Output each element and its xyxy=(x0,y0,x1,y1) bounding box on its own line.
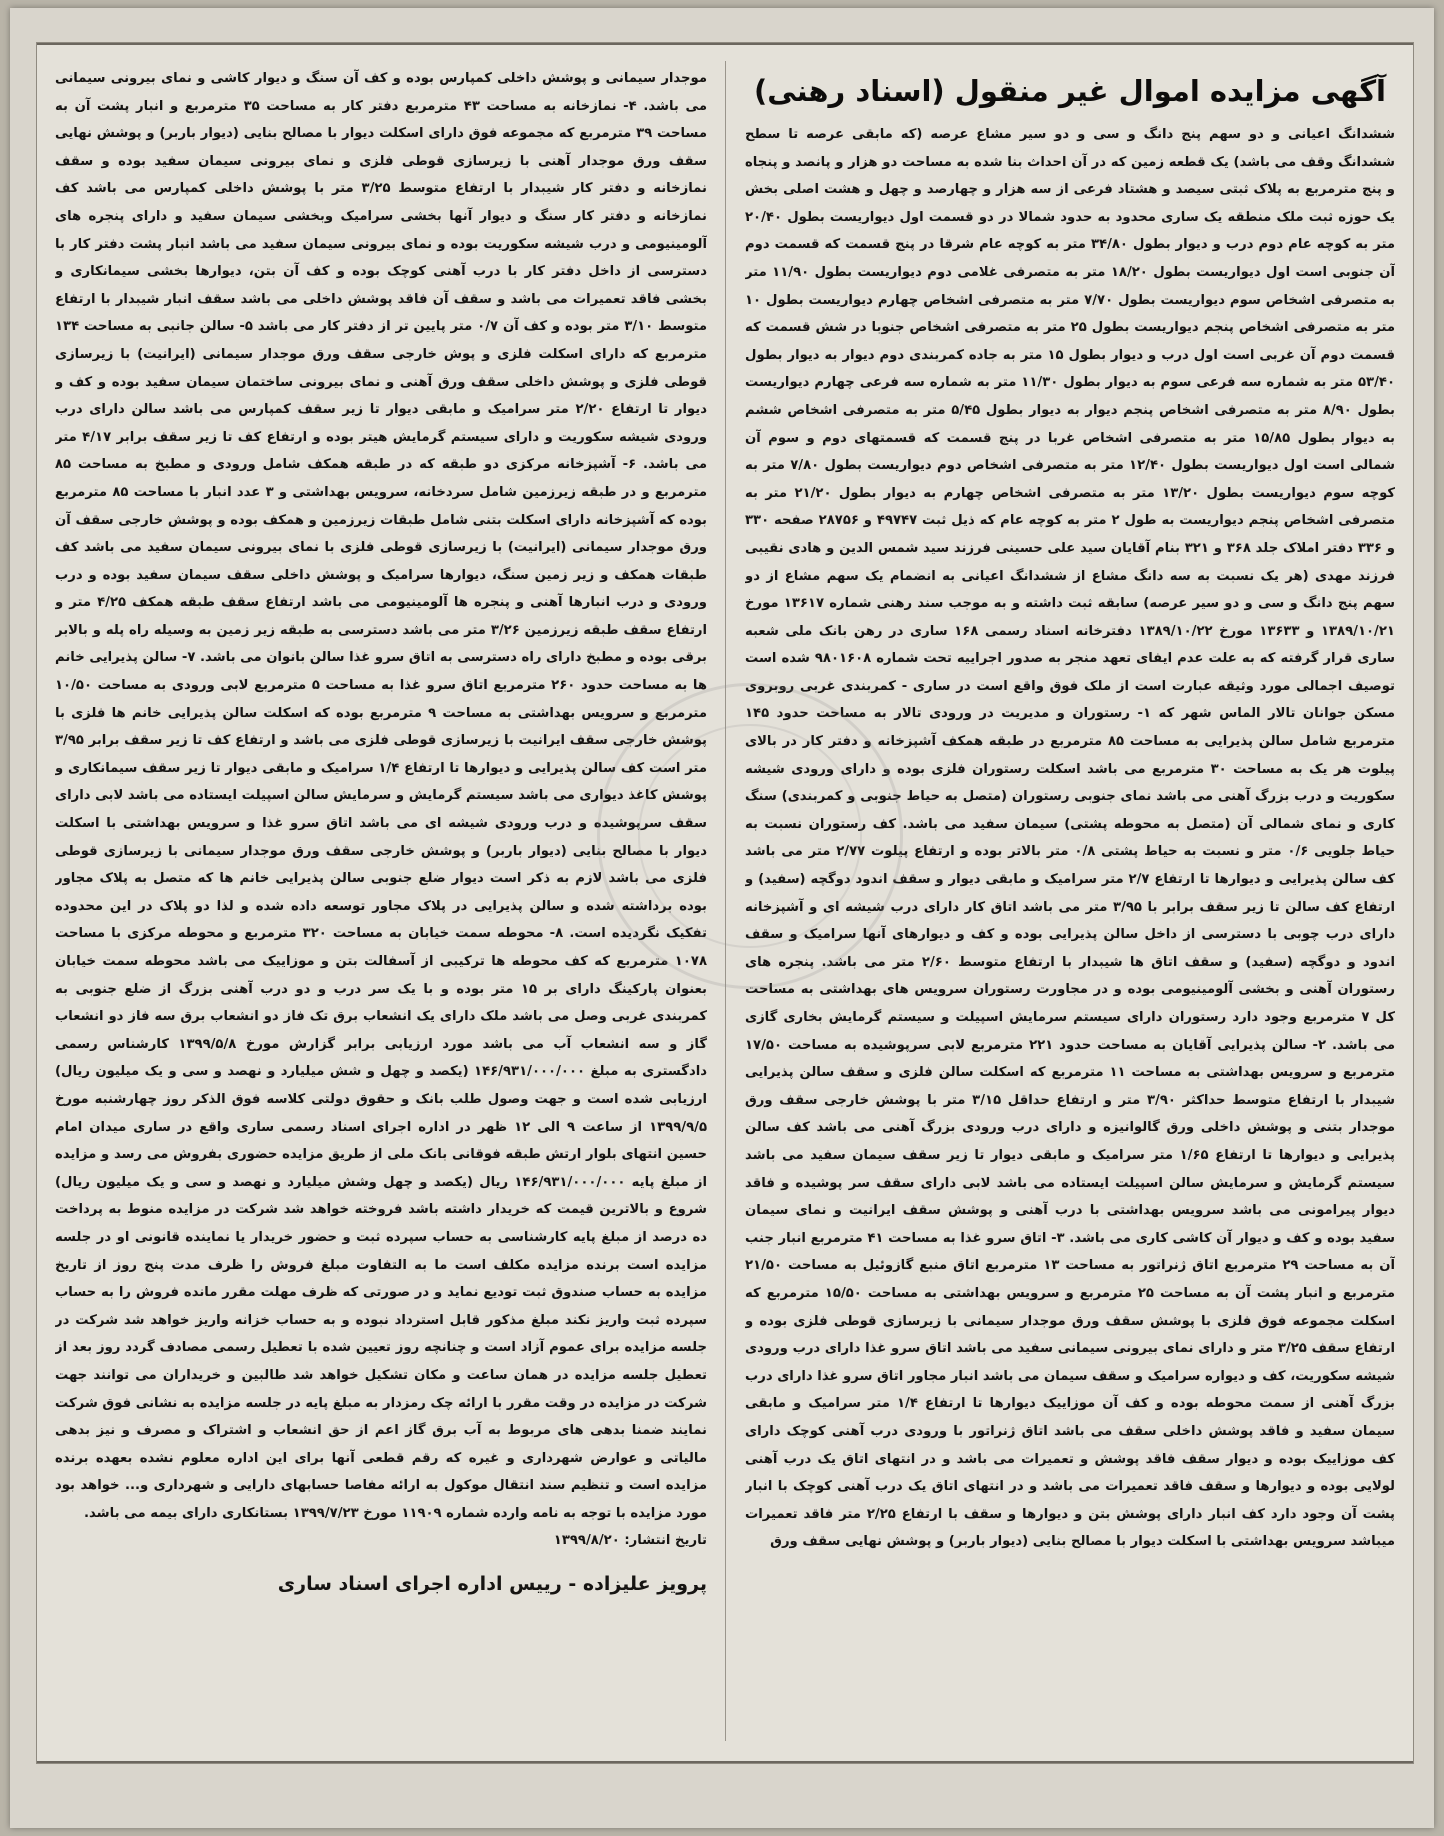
left-column-text xyxy=(55,65,707,1527)
right-column-paragraph: ششدانگ اعیانی و دو سهم پنج دانگ و سی و دو سیر مشاع عرصه (که مابقی عرصه تا سطح ششدانگ وقف می باشد) یک قطعه زمین که در آن احداث بنا شده به مساحت دو هزار و پانصد و پنجاه و پنج مترمربع به پلاک ثبتی سیصد و هشتاد فرعی از سه هزار و چهارصد و چهل و هشت اصلی بخش یک حوزه ثبت ملک منطقه یک ساری محدود به حدود شمالا در دو قسمت اول دیواریست بطول ۲۰/۴۰ متر به کوچه عام دوم درب و دیوار بطول ۳۴/۸۰ متر به کوچه عام شرقا در پنج قسمت که قسمت دوم آن جنوبی است اول دیواریست بطول ۱۸/۲۰ متر به متصرفی غلامی دوم دیواریست بطول ۱۱/۹۰ متر به متصرفی اشخاص سوم دیواریست بطول ۷/۷۰ متر به متصرفی اشخاص چهارم دیواریست بطول ۱۰ متر به متصرفی اشخاص پنجم دیواریست بطول ۲۵ متر به متصرفی اشخاص جنوبا در شش قسمت که قسمت دوم آن غربی است اول درب و دیوار بطول ۱۵ متر به جاده کمربندی دوم دیوار به دیوار بطول ۵۳/۴۰ متر به شماره سه فرعی سوم به دیوار بطول ۱۱/۳۰ متر به شماره سه فرعی چهارم دیواریست بطول ۸/۹۰ متر به متصرفی اشخاص پنجم دیوار به دیوار بطول ۵/۴۵ متر به متصرفی اشخاص ششم به دیوار بطول ۱۵/۸۵ متر به متصرفی اشخاص غربا در پنج قسمت که قسمتهای دوم و سوم آن شمالی است اول دیواریست بطول ۱۲/۴۰ متر به متصرفی اشخاص دوم دیواریست بطول ۷/۸۰ متر به کوچه سوم دیواریست بطول ۱۳/۲۰ متر به متصرفی اشخاص چهارم به دیوار بطول ۲۱/۲۰ متر به متصرفی اشخاص پنجم دیواریست به طول ۲ متر به کوچه عام که ذیل ثبت ۴۹۷۴۷ و ۲۸۷۵۶ صفحه ۳۳۰ و ۳۳۶ دفتر املاک جلد ۳۶۸ و ۳۲۱ بنام آقایان سید علی حسینی فرزند سید شمس الدین و هادی نقیبی فرزند مهدی (هر یک نسبت به سه دانگ مشاع از ششدانگ اعیانی به انضمام یک سهم مشاع از دو سهم پنج دانگ و سی و دو سیر عرصه) سابقه ثبت داشته و به موجب سند رهنی شماره ۱۳۶۱۷ مورخ ۱۳۸۹/۱۰/۲۱ و ۱۳۶۳۳ مورخ ۱۳۸۹/۱۰/۲۲ دفترخانه اسناد رسمی ۱۶۸ ساری در رهن بانک ملی شعبه ساری قرار گرفته که به علت عدم ایفای تعهد منجر به صدور اجراییه تحت شماره ۹۸۰۱۶۰۸ شده است توصیف اجمالی مورد وثیقه عبارت است از ملک فوق واقع است در ساری - کمربندی غربی روبروی مسکن جوانان تالار الماس شهر که ۱- رستوران و مدیریت در ورودی تالار به مساحت حدود ۱۴۵ مترمربع شامل سالن پذیرایی به مساحت ۸۵ مترمربع در طبقه همکف آشپزخانه و دفتر کار در بالای پیلوت هر یک به مساحت ۳۰ مترمربع می باشد اسکلت رستوران فلزی بوده و دارای ورودی شیشه سکوریت و درب بزرگ آهنی می باشد نمای جنوبی رستوران (متصل به حیاط جنوبی و کمربندی) سنگ کاری و نمای شمالی آن (متصل به محوطه پشتی) سیمان سفید می باشد. کف رستوران نسبت به حیاط جلویی ۰/۶ متر و نسبت به حیاط پشتی ۰/۸ متر بالاتر بوده و ارتفاع پیلوت ۲/۷۷ متر می باشد کف سالن پذیرایی و دیوارها تا ارتفاع ۲/۷ متر سرامیک و مابقی دیوار و سقف اندود دوگچه (سفید) و ارتفاع کف سالن تا زیر سقف برابر با ۳/۹۵ متر می باشد اتاق کار دارای درب شیشه ای و آشپزخانه دارای درب چوبی با دسترسی از داخل سالن پذیرایی بوده و کف و دیوارهای آنها سرامیک و سقف اندود و دوگچه (سفید) و سقف اتاق ها شیبدار با ارتفاع متوسط ۲/۶۰ متر می باشد. پنجره های رستوران آهنی و بخشی آلومینیومی بوده و در مجاورت رستوران سرویس های بهداشتی به مساحت کل ۷ مترمربع وجود دارد رستوران دارای سیستم سرمایش اسپیلت و سیستم گرمایش بخاری گازی می باشد. ۲- سالن پذیرایی آقایان به مساحت حدود ۲۲۱ مترمربع لابی سرپوشیده به مساحت ۱۷/۵۰ مترمربع و سرویس بهداشتی به مساحت ۱۱ مترمربع که اسکلت سالن فلزی و سقف سالن پذیرایی شیبدار با ارتفاع متوسط حداکثر ۳/۹۰ متر و ارتفاع حداقل ۳/۱۵ متر با پوشش خارجی سقف ورق موجدار بتنی و پوشش داخلی ورق گالوانیزه و دارای درب ورودی بزرگ آهنی می باشد کف سالن پذیرایی و دیوارها تا ارتفاع ۱/۶۵ متر سرامیک و مابقی دیوار تا زیر سقف سیمان سفید می باشد سیستم گرمایش و سرمایش سالن اسپیلت ایستاده می باشد لابی دارای سقف سر پوشیده و فاقد دیوار پیرامونی می باشد سرویس بهداشتی با درب آهنی و پوشش سقف ایرانیت و نمای سیمان سفید بوده و کف و دیوار آن کاشی کاری می باشد. ۳- اتاق سرو غذا به مساحت ۴۱ مترمربع انبار جنب آن به مساحت ۲۹ مترمربع اتاق ژنراتور به مساحت ۱۳ مترمربع اتاق منبع گازوئیل به مساحت ۲۱/۵۰ مترمربع و انبار پشت آن به مساحت ۲۵ مترمربع و سرویس بهداشتی به مساحت ۱۵/۵۰ مترمربع که اسکلت مجموعه فوق فلزی با پوشش سقف ورق موجدار سیمانی با زیرسازی قوطی فلزی بوده و ارتفاع سقف ۳/۲۵ متر و دارای نمای بیرونی سیمانی سفید می باشد اتاق سرو غذا دارای درب ورودی شیشه سکوریت، کف و دیواره سرامیک و سقف سیمان می باشد انبار مجاور اتاق سرو غذا دارای درب بزرگ آهنی از سمت محوطه بوده و کف آن موزاییک دیوارها تا ارتفاع ۱/۴ متر سرامیک و مابقی سیمان سفید و فاقد پوشش داخلی سقف می باشد اتاق ژنراتور با ورودی درب آهنی کوچک دارای کف موزاییک بوده و دیوار سقف فاقد پوشش و تعمیرات می باشد و در انتهای اتاق یک درب آهنی لولایی بوده و دیوارها و سقف فاقد تعمیرات می باشد و در انتهای اتاق یک درب آهنی کوچک با انبار پشت آن وجود دارد کف انبار دارای پوشش بتن و دیوارها و سقف با ارتفاع ۲/۲۵ متر فاقد تعمیرات میباشد سرویس بهداشتی با اسکلت دیوار با مصالح بنایی (دیوار باربر) و پوشش نهایی سقف ورق xyxy=(745,127,1395,1550)
left-column xyxy=(55,65,707,1755)
right-column xyxy=(745,65,1395,1755)
ad-title: آگهی مزایده اموال غیر منقول (اسناد رهنی) xyxy=(754,74,1386,108)
newspaper-sheet xyxy=(10,8,1434,1828)
signature: پرویز علیزاده - رییس اداره اجرای اسناد ساری xyxy=(277,1573,707,1596)
publish-date: تاریخ انتشار: ۱۳۹۹/۸/۲۰ xyxy=(553,1533,707,1549)
column-divider xyxy=(725,61,726,1741)
ad-border-bottom xyxy=(37,1761,1413,1763)
left-column-paragraph: موجدار سیمانی و پوشش داخلی کمپارس بوده و کف آن سنگ و دیوار کاشی و نمای بیرونی سیمانی می باشد. ۴- نمازخانه به مساحت ۴۳ مترمربع دفتر کار به مساحت ۳۵ مترمربع و انبار پشت آن به مساحت ۳۹ مترمربع که مجموعه فوق دارای اسکلت دیوار با مصالح بنایی (دیوار باربر) و پوشش نهایی سقف ورق موجدار آهنی با زیرسازی قوطی فلزی و نمای بیرونی سیمان سفید بوده و سقف نمازخانه و دفتر کار شیبدار با ارتفاع متوسط ۳/۲۵ متر با پوشش داخلی کمپارس می باشد کف نمازخانه و دفتر کار سنگ و دیوار آنها بخشی سرامیک وبخشی سیمان سفید و دارای پنجره های آلومینیومی و درب شیشه سکوریت بوده و نمای بیرونی سیمان سفید می باشد انبار پشت دفتر کار با دسترسی از داخل دفتر کار با درب آهنی کوچک بوده و کف آن بتن، دیوارها بخشی سیمانکاری و بخشی فاقد تعمیرات می باشد و سقف آن فاقد پوشش داخلی می باشد سقف انبار شیبدار با ارتفاع متوسط ۳/۱۰ متر بوده و کف آن ۰/۷ متر پایین تر از دفتر کار می باشد ۵- سالن جانبی به مساحت ۱۳۴ مترمربع که دارای اسکلت فلزی و پوش خارجی سقف ورق موجدار سیمانی (ایرانیت) با زیرسازی قوطی فلزی و پوشش داخلی سقف ورق آهنی و نمای بیرونی ساختمان سیمان سفید بوده و کف و دیوار تا ارتفاع ۲/۲۰ متر سرامیک و مابقی دیوار تا زیر سقف کمپارس می باشد سالن دارای درب ورودی شیشه سکوریت و دارای سیستم گرمایش هیتر بوده و ارتفاع کف تا زیر سقف برابر ۴/۱۷ متر می باشد. ۶- آشپزخانه مرکزی دو طبقه که در طبقه همکف شامل ورودی و مطبخ به مساحت ۸۵ مترمربع و در طبقه زیرزمین شامل سردخانه، سرویس بهداشتی و ۳ عدد انبار با مساحت ۸۵ مترمربع بوده که آشپزخانه دارای اسکلت بتنی شامل طبقات زیرزمین و همکف بوده و پوشش خارجی سقف آن ورق موجدار سیمانی (ایرانیت) با زیرسازی قوطی فلزی با نمای بیرونی سیمان سفید می باشد کف طبقات همکف و زیر زمین سنگ، دیوارها سرامیک و پوشش داخلی سقف سیمان سفید بوده و درب ورودی و درب انبارها آهنی و پنجره ها آلومینیومی می باشد ارتفاع سقف طبقه همکف ۴/۲۵ متر و ارتفاع سقف طبقه زیرزمین ۳/۲۶ متر می باشد دسترسی به طبقه زیر زمین به وسیله راه پله و بالابر برقی بوده و مطبخ دارای راه دسترسی به اتاق سرو غذا سالن بانوان می باشد. ۷- سالن پذیرایی خانم ها به مساحت حدود ۲۶۰ مترمربع اتاق سرو غذا به مساحت ۵ مترمربع لابی ورودی به مساحت ۱۰/۵۰ مترمربع و سرویس بهداشتی به مساحت ۹ مترمربع بوده که اسکلت سالن پذیرایی خانم ها فلزی با پوشش خارجی سقف ایرانیت با زیرسازی قوطی فلزی می باشد و ارتفاع کف تا زیر سقف برابر ۳/۹۵ متر است کف سالن پذیرایی و دیوارها تا ارتفاع ۱/۴ سرامیک و مابقی دیوار تا زیر سقف سیمانکاری و پوشش کاغذ دیواری می باشد سیستم گرمایش و سرمایش سالن اسپیلت ایستاده می باشد لابی دارای سقف سرپوشیده و درب ورودی شیشه ای می باشد اتاق سرو غذا و سرویس بهداشتی با اسکلت دیوار با مصالح بنایی (دیوار باربر) و پوشش خارجی سقف ورق موجدار سیمانی با زیرسازی قوطی فلزی می باشد لازم به ذکر است دیوار ضلع جنوبی سالن پذیرایی خانم ها که متصل به پلاک مجاور بوده برداشته شده و سالن پذیرایی در پلاک مجاور توسعه داده شده و لذا دو پلاک در این محدوده تفکیک نگردیده است. ۸- محوطه سمت خیابان به مساحت ۳۲۰ مترمربع و محوطه مرکزی با مساحت ۱۰۷۸ مترمربع که کف محوطه ها ترکیبی از آسفالت بتن و موزاییک می باشد محوطه سمت خیابان بعنوان پارکینگ دارای بر ۱۵ متر بوده و با یک سر درب و دو درب آهنی بزرگ از ضلع جنوبی به کمربندی غربی وصل می باشد ملک دارای یک انشعاب برق تک فاز دو انشعاب برق سه فاز دو انشعاب گاز و سه انشعاب آب می باشد مورد ارزیابی برابر گزارش مورخ ۱۳۹۹/۵/۸ کارشناس رسمی دادگستری به مبلغ ۱۴۶/۹۳۱/۰۰۰/۰۰۰ (یکصد و چهل و شش میلیارد و نهصد و سی و یک میلیون ریال) ارزیابی شده است و جهت وصول طلب بانک و حقوق دولتی کلاسه فوق الذکر روز چهارشنبه مورخ ۱۳۹۹/۹/۵ از ساعت ۹ الی ۱۲ ظهر در اداره اجرای اسناد رسمی ساری واقع در ساری میدان امام حسین انتهای بلوار ارتش طبقه فوقانی بانک ملی از طریق مزایده حضوری بفروش می رسد و مزایده از مبلغ پایه ۱۴۶/۹۳۱/۰۰۰/۰۰۰ ریال (یکصد و چهل وشش میلیارد و نهصد و سی و یک میلیون ریال) شروع و بالاترین قیمت که خریدار داشته باشد فروخته خواهد شد شرکت در مزایده منوط به پرداخت ده درصد از مبلغ پایه کارشناسی به حساب سپرده ثبت و حضور خریدار یا نماینده قانونی او در جلسه مزایده است برنده مزایده مکلف است ما به التفاوت مبلغ فروش را ظرف مدت پنج روز از تاریخ مزایده به حساب صندوق ثبت تودیع نماید و در صورتی که ظرف مهلت مقرر مانده فروش را به حساب سپرده ثبت واریز نکند مبلغ مذکور قابل استرداد نبوده و به حساب خزانه واریز خواهد شد شرکت در جلسه مزایده برای عموم آزاد است و چنانچه روز تعیین شده با تعطیل رسمی مصادف گردد روز بعد از تعطیل جلسه مزایده در همان ساعت و مکان تشکیل خواهد شد طالبین و خریداران می توانند جهت شرکت در مزایده در وقت مقرر با ارائه چک رمزدار به مبلغ پایه در جلسه مزایده به نشانی فوق شرکت نمایند ضمنا بدهی های مربوط به آب برق گاز اعم از حق انشعاب و اشتراک و مصرف و نیز بدهی مالیاتی و عوارض شهرداری و غیره که رقم قطعی آنها برای این اداره معلوم نشده بعهده برنده مزایده است و تنظیم سند انتقال موکول به ارائه مفاصا حسابهای دارایی و شهرداری و... خواهد بود مورد مزایده با توجه به نامه وارده شماره ۱۱۹۰۹ مورخ ۱۳۹۹/۷/۲۳ بستانکاری دارای بیمه می باشد. xyxy=(55,71,707,1521)
auction-advertisement xyxy=(36,42,1414,1764)
ad-border-top xyxy=(37,43,1413,45)
right-column-text xyxy=(745,121,1395,1556)
